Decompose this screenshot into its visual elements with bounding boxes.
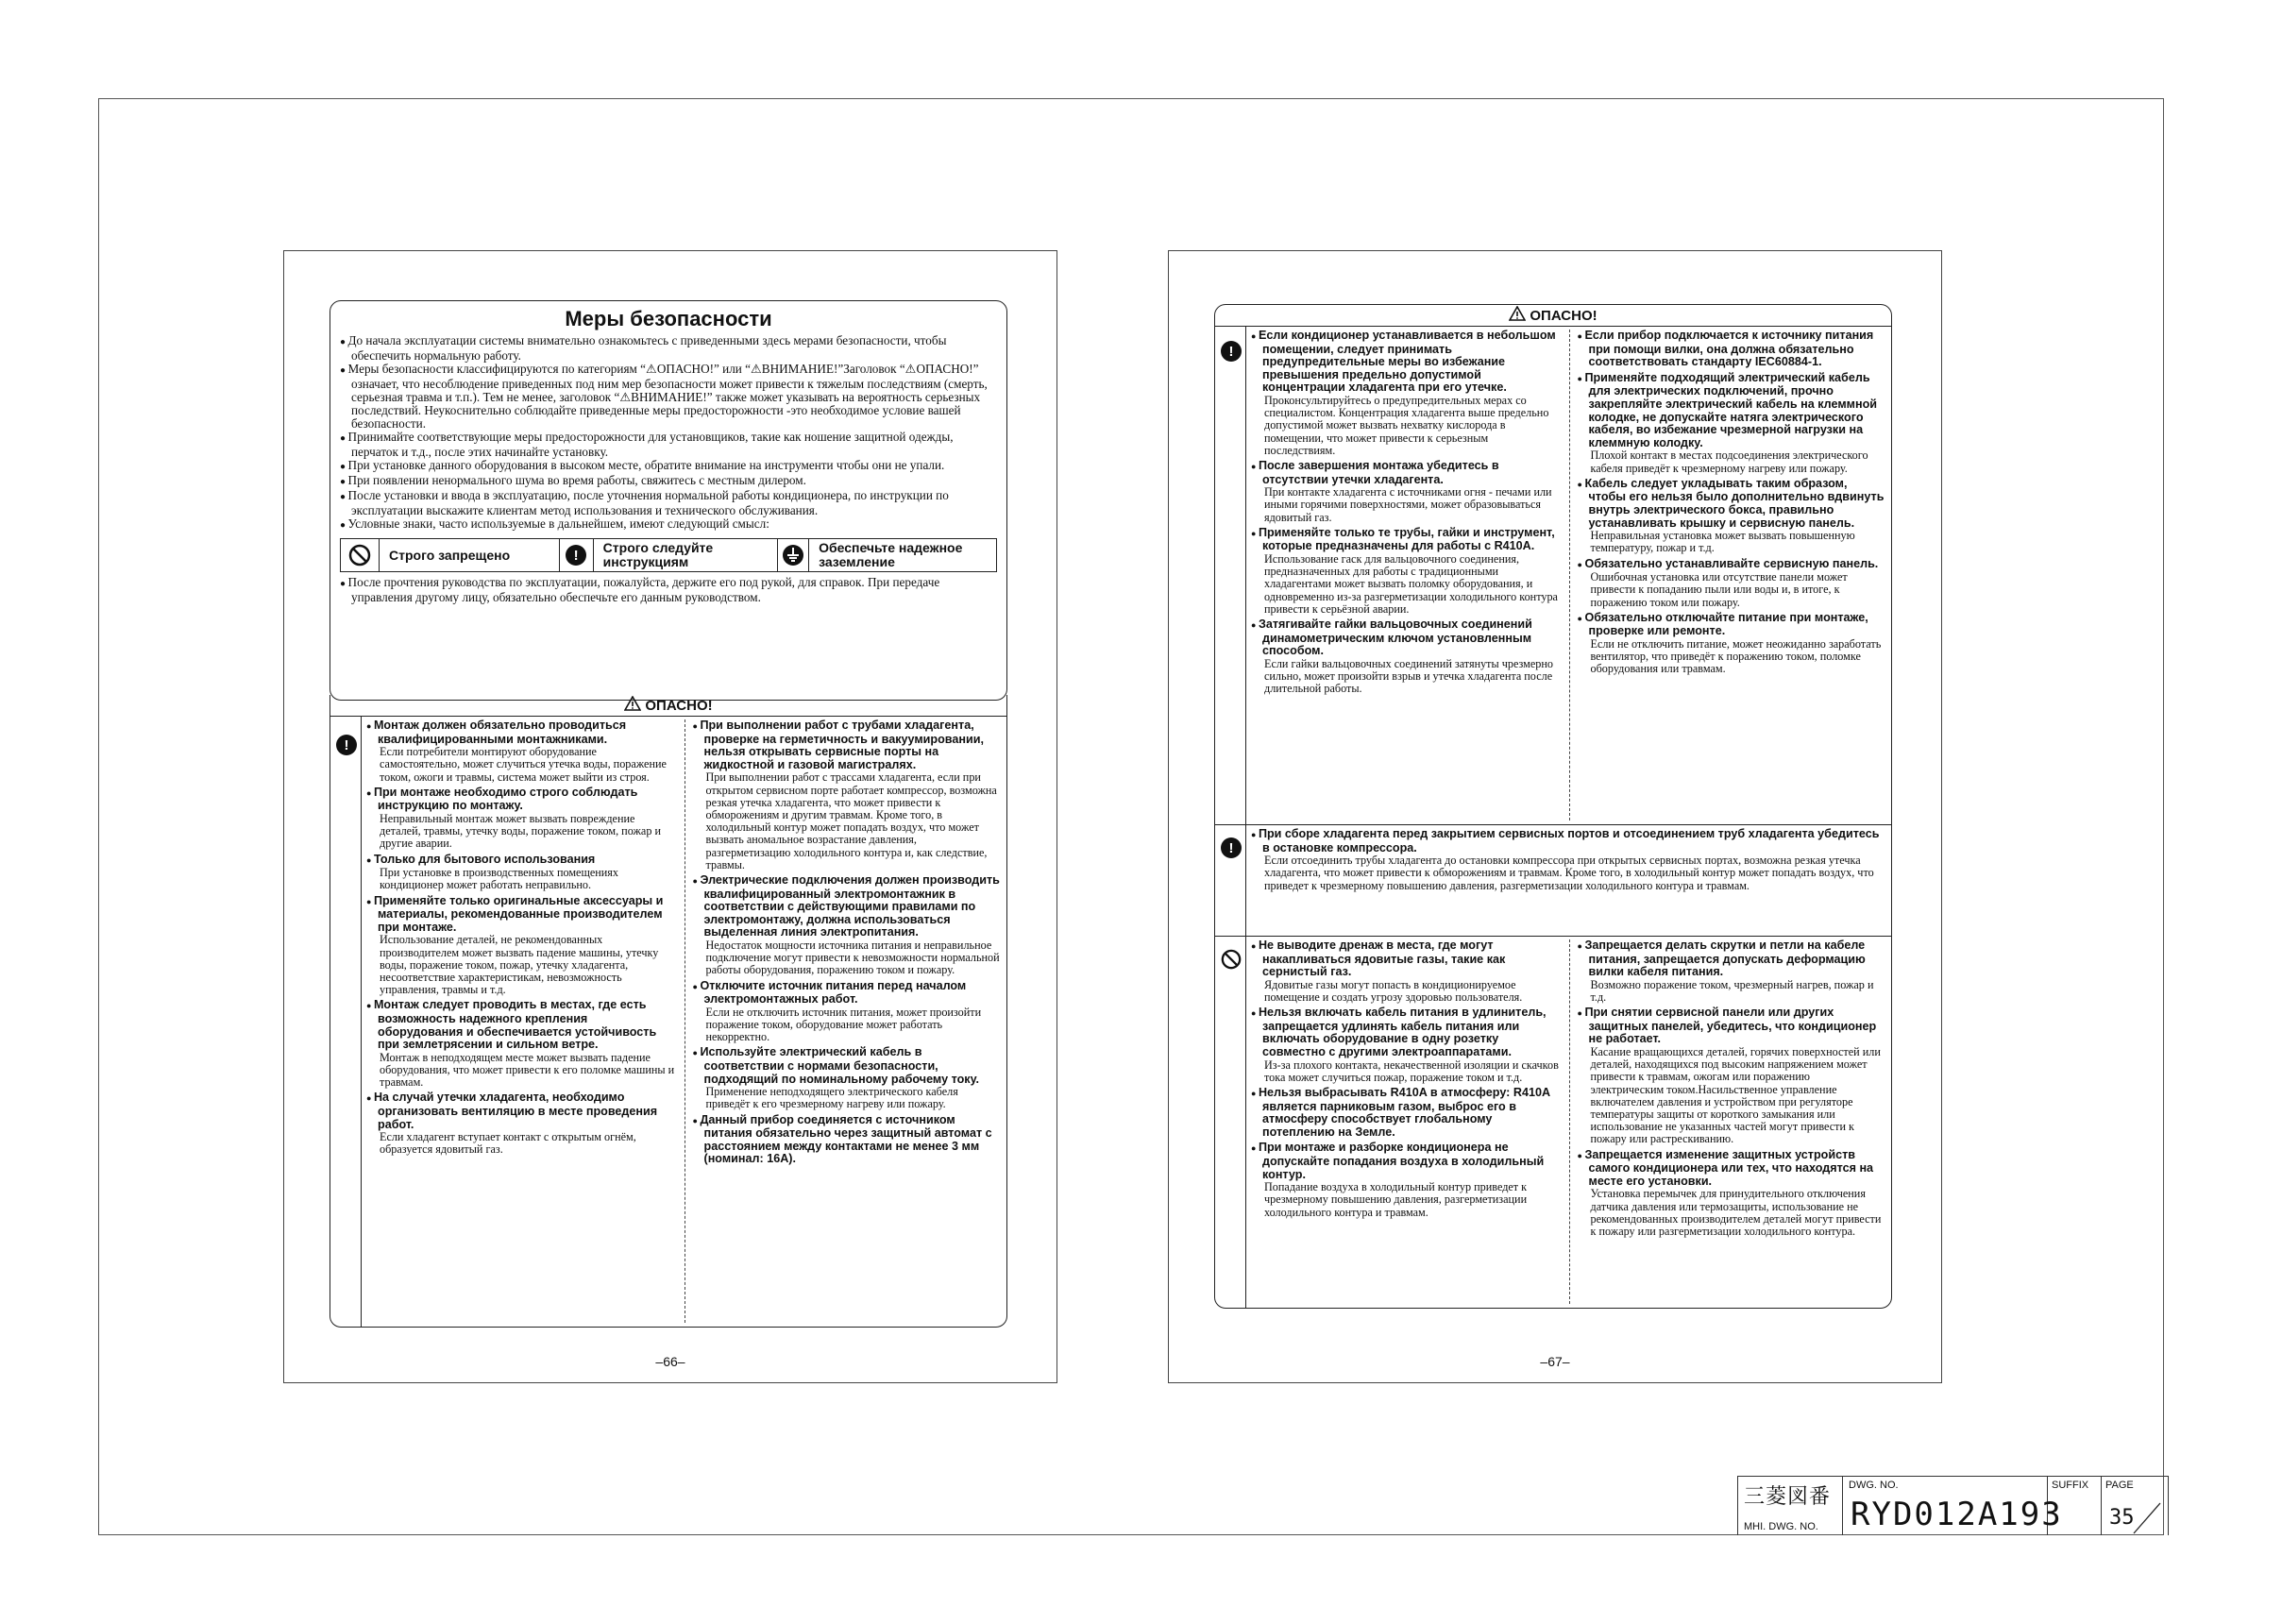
danger-section [330, 695, 1007, 1328]
safety-item-description: Из-за плохого контакта, некачественной изоляции и скачков тока может случиться пожар, поражение током и т.д. [1264, 1057, 1559, 1084]
safety-item [366, 999, 675, 1089]
safety-item [693, 980, 1002, 1044]
page-cell [2102, 1477, 2169, 1535]
safety-item [1578, 478, 1886, 555]
danger-columns [1251, 939, 1885, 1304]
safety-item [1251, 1142, 1560, 1218]
safety-item-title: ● Используйте электрический кабель в соответствии с нормами безопасности, подходящий по номинальному рабочему току. [693, 1046, 1002, 1086]
safety-item-title: ● Применяйте только те трубы, гайки и инструмент, которые предназначены для работы с R410A. [1251, 527, 1560, 553]
danger-row-mandatory [1215, 326, 1891, 825]
left-column [1251, 330, 1560, 820]
safety-item [1251, 1087, 1560, 1139]
safety-item [366, 854, 675, 892]
safety-item-description: Если гайки вальцовочных соединений затянуты чрезмерно сильно, может произойти взрыв и утечка хладагента после длительной работы. [1264, 656, 1554, 696]
intro-bullet: ● После прочтения руководства по эксплуатации, пожалуйста, держите его под рукой, для справок. При передаче управления другому лицу, обязательно обеспечьте его данным руководством. [340, 576, 997, 604]
mandatory-icon: ! [1221, 341, 1242, 362]
suffix-label: SUFFIX [2052, 1480, 2089, 1491]
safety-item [366, 1091, 675, 1156]
safety-item-description: Использование деталей, не рекомендованных производителем может вызвать падение машины, утечку воды, поражение током, пожар, утечку хладагента, несоответствие характеристикам, невозможность управления, травмы и т.д. [380, 933, 659, 997]
legend-mandatory [560, 539, 779, 571]
safety-item [1578, 1007, 1886, 1145]
row-icon-cell [1215, 326, 1246, 824]
safety-item-description: Попадание воздуха в холодильный контур приведет к чрезмерному повышению давления, разгерметизации холодильного контура и травмам. [1264, 1180, 1528, 1219]
danger-header [1215, 305, 1891, 327]
safety-item-description: Недостаток мощности источника питания и неправильное подключение могут привести к невозможности нормальной работы оборудования, поражению током и пожару. [705, 938, 1000, 977]
safety-item-title: ● При сборе хладагента перед закрытием сервисных портов и отсоединением труб хладагента убедитесь в остановке компрессора. [1251, 828, 1885, 854]
safety-item-title: ● Нельзя включать кабель питания в удлинитель, запрещается удлинять кабель питания или включать оборудование в одну розетку совместно с другими электроаппаратами. [1251, 1007, 1560, 1058]
symbol-legend [340, 538, 997, 572]
safety-item-description: Ошибочная установка или отсутствие панели может привести к попаданию пыли или воды и, в итоге, к поражению током или пожару. [1590, 570, 1848, 609]
safety-item [1251, 330, 1560, 457]
safety-item-description: Использование гаск для вальцовочного соединения, предназначенных для работы с традиционными хладагентами может вызвать поломку оборудования, и одновременно из-за разгерметизации холодильного контура привести к серьёзной аварии. [1264, 551, 1558, 616]
safety-item-title: ● Обязательно отключайте питание при монтаже, проверке или ремонте. [1578, 612, 1886, 638]
page-label: PAGE [2105, 1480, 2134, 1491]
safety-item-title: ● Нельзя выбрасывать R410A в атмосферу: R410A является парниковым газом, выброс его в атмосферу способствует глобальному потеплению на Земле. [1251, 1087, 1560, 1139]
safety-item [1251, 828, 1885, 892]
mandatory-icon: ! [336, 735, 357, 755]
safety-item [693, 719, 1002, 871]
safety-item-description: Если не отключить источник питания, может произойти поражение током, оборудование может работать некорректно. [705, 1005, 982, 1044]
row-icon-cell [330, 716, 362, 1327]
danger-section [1214, 304, 1892, 1309]
legend-label: Обеспечьте надежное заземление [819, 540, 963, 569]
danger-columns [366, 719, 1001, 1323]
safety-item-description: При выполнении работ с трассами хладагента, если при открытом сервисном порте работает компрессор, возможна резкая утечка хладагента, что может привести к обморожениям и другим травмам. Кроме того, в холодильный контур может попадать воздух, что может вызвать аномальное возрастание давления, разгерметизацию холодильного контура и, как следствие, травмы. [705, 770, 997, 871]
org-cell [1738, 1477, 1843, 1535]
danger-row-prohibited [1215, 936, 1891, 1308]
safety-item-title: ● Затягивайте гайки вальцовочных соединений динамометрическим ключом установленным способом. [1251, 618, 1560, 658]
page-66 [283, 250, 1057, 1383]
safety-item-title: ● При монтаже необходимо строго соблюдать инструкцию по монтажу. [366, 787, 675, 813]
legend-label: Строго запрещено [389, 547, 511, 563]
intro-bullet: ● При установке данного оборудования в высоком месте, обратите внимание на инструменти чтобы они не упали. [340, 459, 997, 474]
intro-bullet: ● До начала эксплуатации системы внимательно ознакомьтесь с приведенными здесь мерами безопасности, чтобы обеспечить нормальную работу. [340, 334, 997, 363]
safety-item-title: ● Только для бытового использования [366, 854, 675, 868]
intro-bullet: ● После установки и ввода в эксплуатацию, после уточнения нормальной работы кондиционера, по инструкции по эксплуатации выскажите клиентам метод использования и технического обслуживания. [340, 489, 997, 517]
slash-mark [2124, 1497, 2162, 1535]
legend-grounding [778, 539, 996, 571]
safety-item-description: Плохой контакт в местах подсоединения электрического кабеля приведёт к чрезмерному нагреву или пожару. [1590, 448, 1868, 475]
safety-item-description: При установке в производственных помещениях кондиционер может работать неправильно. [380, 866, 619, 892]
row-icon-cell [1215, 936, 1246, 1308]
danger-row-mandatory [1215, 824, 1891, 937]
left-column [1251, 939, 1560, 1304]
safety-item-title: ● При снятии сервисной панели или других защитных панелей, убедитесь, что кондиционер не работает. [1578, 1007, 1886, 1046]
safety-item-title: ● Обязательно устанавливайте сервисную панель. [1578, 558, 1886, 572]
grounding-icon [778, 539, 809, 571]
safety-item-description: Применение неподходящего электрического кабеля приведёт к его чрезмерному нагреву или пожару. [705, 1085, 958, 1111]
safety-item-title: ● Отключите источник питания перед началом электромонтажных работ. [693, 980, 1002, 1007]
safety-item [1578, 558, 1886, 609]
org-jp: 三菱図番 [1744, 1485, 1832, 1509]
safety-item-description: Возможно поражение током, чрезмерный нагрев, пожар и т.д. [1590, 977, 1874, 1004]
safety-item-description: Монтаж в неподходящем месте может вызвать падение оборудования, что может привести к его поломке машины и травмам. [380, 1050, 675, 1090]
safety-item-title: ● Если прибор подключается к источнику питания при помощи вилки, она должна обязательно соответствовать стандарту IEC60884-1. [1578, 330, 1886, 369]
danger-columns [1251, 828, 1885, 932]
right-column [1569, 939, 1886, 1304]
safety-item [366, 719, 675, 784]
safety-item-title: ● Монтаж должен обязательно проводиться квалифицированными монтажниками. [366, 719, 675, 746]
safety-item-title: ● При выполнении работ с трубами хладагента, проверке на герметичность и вакуумировании, нельзя открывать сервисные порты на жидкостной и газовой магистралях. [693, 719, 1002, 771]
mandatory-icon: ! [560, 539, 594, 571]
safety-item-title: ● Если кондиционер устанавливается в небольшом помещении, следует принимать предупредительные меры во избежание превышения предельно допустимой концентрации хладагента при его утечке. [1251, 330, 1560, 395]
safety-item-title: ● Кабель следует укладывать таким образом, чтобы его нельзя было дополнительно вдвинуть внутрь электрического бокса, правильно устанавливать крышку и сервисную панель. [1578, 478, 1886, 530]
safety-item [1251, 460, 1560, 524]
safety-item [1251, 618, 1560, 695]
intro-bullet: ● Меры безопасности классифицируются по категориям “⚠ОПАСНО!” или “⚠ВНИМАНИЕ!”Заголовок “⚠ОПАСНО!” означает, что несоблюдение приведенных под ним мер безопасности может привести к тяжелым последствиям (смерть, серьезная травма и т.п.). Тем не менее, заголовок “⚠ВНИМАНИЕ!” также может указывать на вероятность серьезных последствий. Неукоснительно соблюдайте приведенные меры предосторожности -это необходимое условие вашей безопасности. [340, 363, 997, 431]
legend-prohibited [341, 539, 560, 571]
safety-item-description: Проконсультируйтесь о предупредительных мерах со специалистом. Концентрация хладагента выше предельно допустимой может вызвать нехватку кислорода в помещении, что может привести к серьезным последствиям. [1264, 393, 1549, 457]
dwg-number: RYD012A193 [1851, 1496, 2063, 1533]
safety-item [693, 874, 1002, 977]
warning-triangle-icon [624, 696, 641, 715]
safety-item [1251, 1007, 1560, 1084]
safety-item [1578, 372, 1886, 475]
dwg-cell [1843, 1477, 2063, 1535]
danger-columns [1251, 330, 1885, 820]
safety-item-title: ● Запрещается делать скрутки и петли на кабеле питания, запрещается допускать деформацию вилки кабеля питания. [1578, 939, 1886, 979]
safety-item-description: При контакте хладагента с источниками огня - печами или иными горячими поверхностями, может образовываться ядовитый газ. [1264, 485, 1552, 524]
safety-item [1578, 939, 1886, 1004]
safety-item-title: ● Электрические подключения должен производить квалифицированный электромонтажник в соответствии с действующими правилами по электромонтажу, должна использоваться выделенная линия электропитания. [693, 874, 1002, 939]
left-column [366, 719, 675, 1323]
safety-item [1251, 527, 1560, 616]
safety-item [1578, 330, 1886, 369]
full-width-column [1251, 828, 1885, 932]
safety-item-title: ● Применяйте только оригинальные аксессуары и материалы, рекомендованные производителем при монтаже. [366, 895, 675, 935]
legend-label: Строго следуйте инструкциям [602, 540, 714, 569]
right-column [1569, 330, 1886, 820]
intro-bullet: ● Условные знаки, часто используемые в дальнейшем, имеют следующий смысл: [340, 517, 997, 533]
safety-item [366, 895, 675, 997]
page-number: –67– [1540, 1354, 1570, 1369]
safety-item [1578, 1149, 1886, 1239]
page-number: –66– [655, 1354, 685, 1369]
safety-item-title: ● Применяйте подходящий электрический кабель для электрических подключений, прочно закрепляйте электрический кабель на клеммной колодке, не допускайте натяга электрического кабеля, во избежание чрезмерной нагрузки на клеммную колодку. [1578, 372, 1886, 450]
safety-intro-box [330, 300, 1007, 701]
safety-item-title: ● Данный прибор соединяется с источником питания обязательно через защитный автомат с расстоянием между контактами не менее 3 мм (номинал: 16А). [693, 1114, 1002, 1166]
safety-item [693, 1114, 1002, 1166]
safety-item-description: Если не отключить питание, может неожиданно заработать вентилятор, что приведёт к поражению током, поломке оборудования или травмам. [1590, 636, 1882, 676]
dwg-label: DWG. NO. [1849, 1480, 1899, 1491]
safety-item [693, 1046, 1002, 1110]
org-en: MHI. DWG. NO. [1744, 1521, 1818, 1532]
prohibited-icon [341, 539, 380, 571]
safety-item-description: Если хладагент вступает контакт с открытым огнём, образуется ядовитый газ. [380, 1130, 636, 1157]
danger-header-label: ОПАСНО! [645, 697, 713, 714]
safety-item-description: Если потребители монтируют оборудование самостоятельно, может случиться утечка воды, поражение током, ожоги и травмы, система может выйти из строя. [380, 745, 667, 784]
row-icon-cell [1215, 824, 1246, 936]
safety-item-description: Ядовитые газы могут попасть в кондиционируемое помещение и создать угрозу здоровью пользователя. [1264, 977, 1523, 1004]
warning-triangle-icon [1509, 306, 1526, 325]
title-block [1737, 1476, 2169, 1535]
page-title: Меры безопасности [565, 307, 772, 330]
intro-bullet: ● Принимайте соответствующие меры предосторожности для установщиков, такие как ношение защитной одежды, перчаток и т.д., после этих начинайте установку. [340, 431, 997, 459]
safety-item-title: ● Не выводите дренаж в места, где могут накапливаться ядовитые газы, такие как сернистый газ. [1251, 939, 1560, 979]
danger-header [330, 695, 1006, 717]
safety-item-title: ● При монтаже и разборке кондиционера не допускайте попадания воздуха в холодильный контур. [1251, 1142, 1560, 1181]
safety-item [1578, 612, 1886, 676]
safety-item-title: ● После завершения монтажа убедитесь в отсутствии утечки хладагента. [1251, 460, 1560, 486]
safety-item [366, 787, 675, 851]
safety-item-description: Установка перемычек для принудительного отключения датчика давления или термозащиты, использование не рекомендованных производителем деталей могут привести к пожару или разгерметизации холодильного контура. [1590, 1187, 1882, 1238]
page-67 [1168, 250, 1942, 1383]
safety-item [1251, 939, 1560, 1004]
safety-item-title: ● Монтаж следует проводить в местах, где есть возможность надежного крепления оборудования и обеспечивается устойчивость при землетрясении и сильном ветре. [366, 999, 675, 1051]
prohibited-icon [1221, 949, 1242, 974]
safety-item-description: Неправильный монтаж может вызвать повреждение деталей, травмы, утечку воды, поражение током, пожар и другие аварии. [380, 811, 661, 851]
danger-row-mandatory [330, 716, 1006, 1327]
safety-item-title: ● На случай утечки хладагента, необходимо организовать вентиляцию в месте проведения работ. [366, 1091, 675, 1131]
safety-item-description: Касание вращающихся деталей, горячих поверхностей или деталей, находящихся под высоким напряжением может привести к травмам, ожогам или поражению электрическим током.Насильственное управление включателем давления и устройством при регуляторе температуры защиты от короткого замыкания или использование не указанных частей могут привести к пожару или растрескиванию. [1590, 1044, 1881, 1146]
intro-bullet: ● При появлении ненормального шума во время работы, свяжитесь с местным дилером. [340, 474, 997, 489]
safety-item-description: Неправильная установка может вызвать повышенную температуру, пожар и т.д. [1590, 529, 1855, 555]
mandatory-icon: ! [1221, 837, 1242, 858]
suffix-cell [2048, 1477, 2102, 1535]
safety-item-title: ● Запрещается изменение защитных устройств самого кондиционера или тех, что находятся на месте его установки. [1578, 1149, 1886, 1189]
safety-item-description: Если отсоединить трубы хладагента до остановки компрессора при открытых сервисных портах, возможна резкая утечка хладагента, что может привести к обморожениям и травмам. Кроме того, в холодильный контур может попадать воздух, что приведет к чрезмерному повышению давления, разгерметизации холодильного контура и травмам. [1264, 854, 1874, 892]
right-column [685, 719, 1002, 1323]
page-value: 35 [2109, 1506, 2135, 1530]
danger-header-label: ОПАСНО! [1530, 307, 1597, 324]
